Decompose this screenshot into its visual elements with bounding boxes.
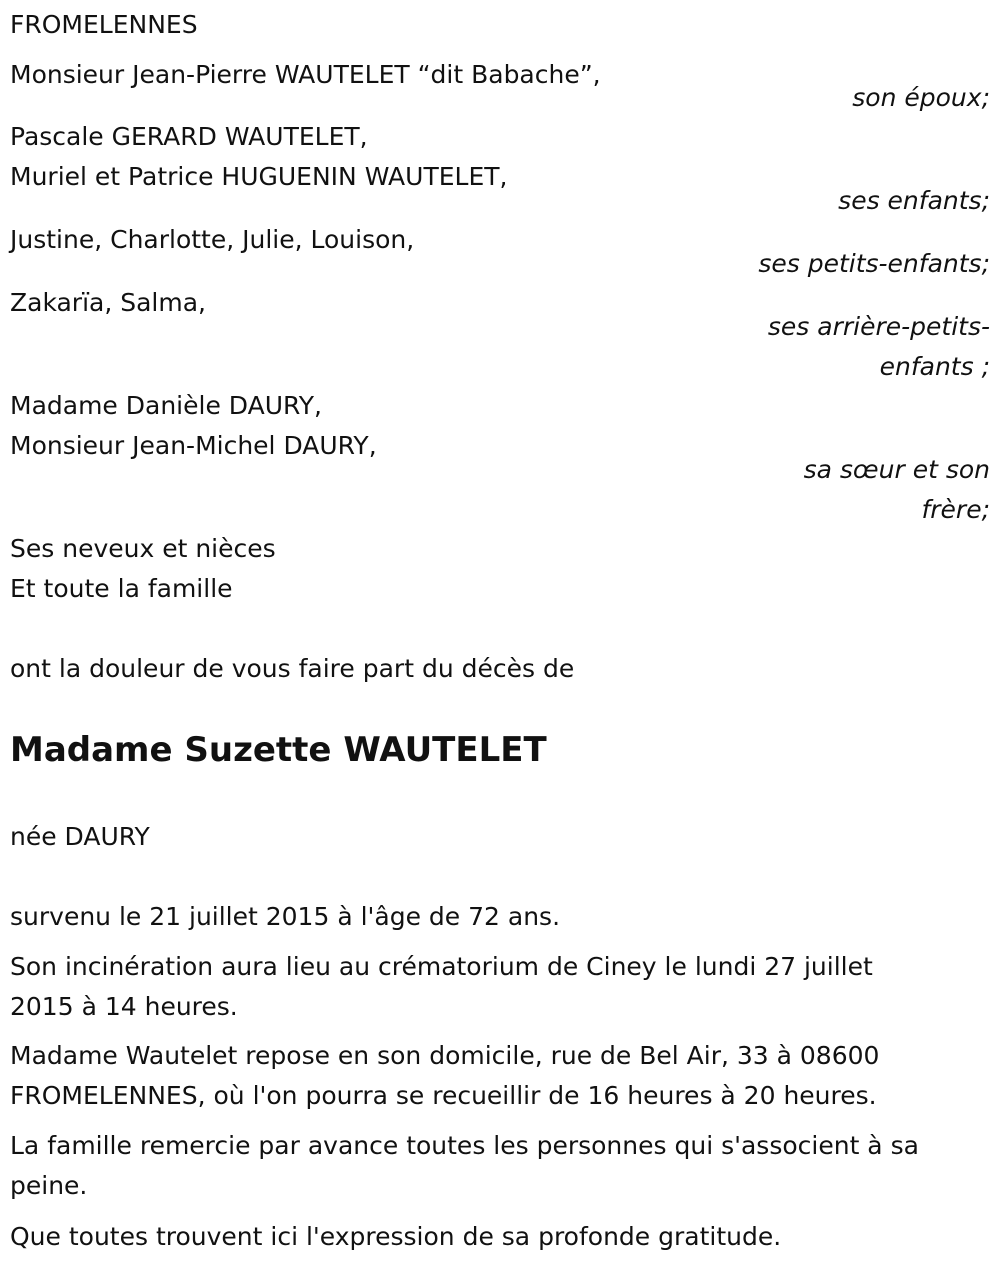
spouse-name: Monsieur Jean-Pierre WAUTELET “dit Babache”,	[10, 60, 601, 89]
gratitude-text: Que toutes trouvent ici l'expression de sa profonde gratitude.	[10, 1222, 782, 1251]
sibling-name: Madame Danièle DAURY,	[10, 391, 322, 420]
great-grandchildren-names: Zakarïa, Salma,	[10, 288, 206, 317]
thanks-text: peine.	[10, 1171, 88, 1200]
spouse-role: son époux;	[852, 83, 990, 112]
family-line: Et toute la famille	[10, 574, 233, 603]
grandchildren-names: Justine, Charlotte, Julie, Louison,	[10, 225, 415, 254]
great-grandchildren-role: enfants ;	[879, 352, 990, 381]
announcement-line: ont la douleur de vous faire part du décès de	[10, 654, 575, 683]
nephews-line: Ses neveux et nièces	[10, 534, 276, 563]
sibling-name: Monsieur Jean-Michel DAURY,	[10, 431, 377, 460]
cremation-info: Son incinération aura lieu au crématorium de Ciney le lundi 27 juillet	[10, 952, 873, 981]
siblings-role: frère;	[921, 495, 990, 524]
deceased-name: Madame Suzette WAUTELET	[10, 730, 547, 770]
children-role: ses enfants;	[838, 186, 990, 215]
maiden-name: née DAURY	[10, 822, 150, 851]
siblings-role: sa sœur et son	[803, 455, 990, 484]
resting-place-info: FROMELENNES, où l'on pourra se recueillir de 16 heures à 20 heures.	[10, 1081, 877, 1110]
great-grandchildren-role: ses arrière-petits-	[767, 312, 990, 341]
child-name: Pascale GERARD WAUTELET,	[10, 122, 368, 151]
thanks-text: La famille remercie par avance toutes les personnes qui s'associent à sa	[10, 1131, 919, 1160]
resting-place-info: Madame Wautelet repose en son domicile, rue de Bel Air, 33 à 08600	[10, 1041, 880, 1070]
cremation-info: 2015 à 14 heures.	[10, 992, 238, 1021]
death-info: survenu le 21 juillet 2015 à l'âge de 72 ans.	[10, 902, 561, 931]
grandchildren-role: ses petits-enfants;	[758, 249, 990, 278]
town-heading: FROMELENNES	[10, 10, 198, 39]
child-name: Muriel et Patrice HUGUENIN WAUTELET,	[10, 162, 508, 191]
